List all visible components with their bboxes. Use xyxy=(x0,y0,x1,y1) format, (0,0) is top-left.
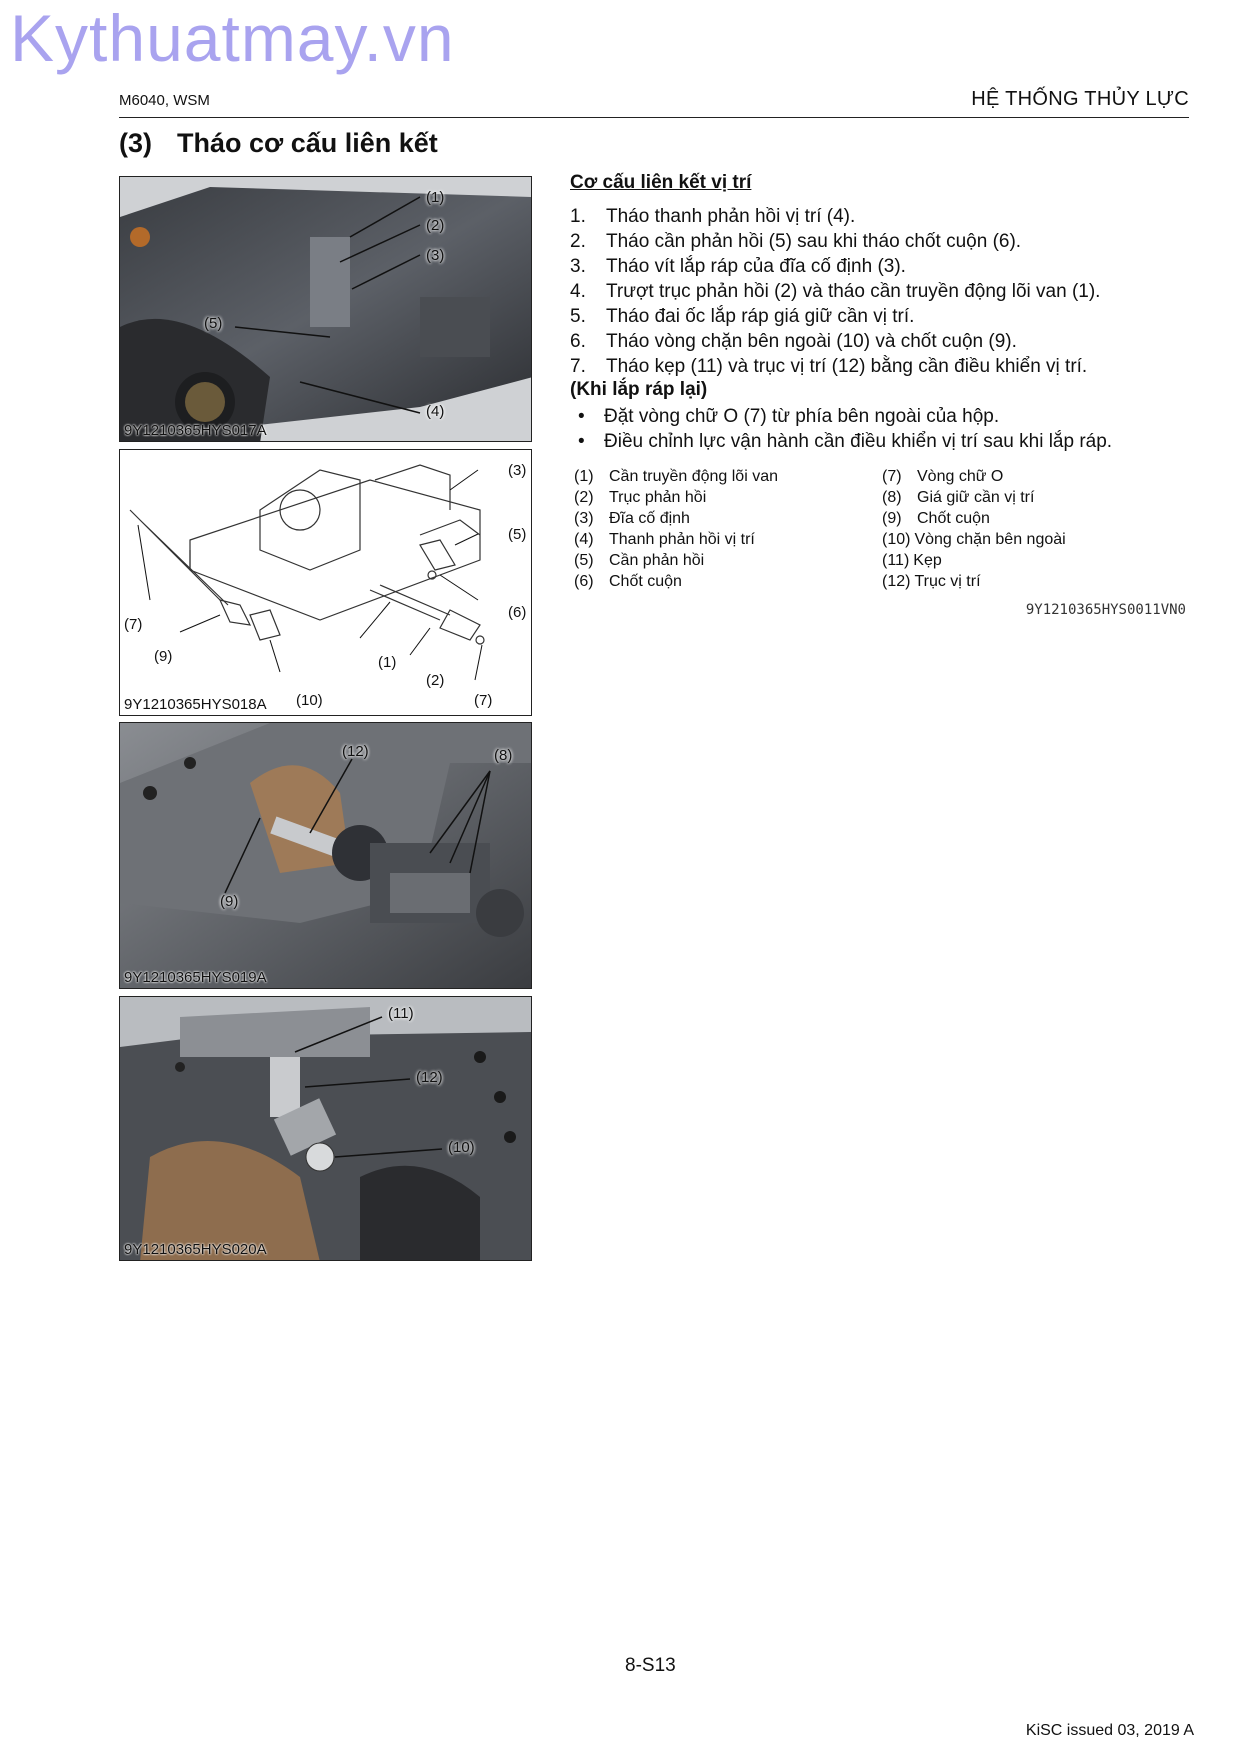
figure-4-code: 9Y1210365HYS020A xyxy=(124,1241,267,1258)
procedure-step: 6. Tháo vòng chặn bên ngoài (10) và chốt cuộn (9). xyxy=(570,331,1017,352)
callout-7-left: (7) xyxy=(124,616,143,633)
callout-12: (12) xyxy=(416,1069,443,1086)
figure-1-photo xyxy=(119,176,532,442)
callout-10: (10) xyxy=(296,692,323,709)
legend-item: (5) Cần phản hồi xyxy=(574,552,705,569)
figure-1-image xyxy=(120,177,532,442)
callout-6: (6) xyxy=(508,604,527,621)
legend-item: (11) Kẹp xyxy=(882,552,942,569)
procedure-step: 7. Tháo kẹp (11) và trục vị trí (12) bằng cần điều khiển vị trí. xyxy=(570,356,1088,377)
callout-1: (1) xyxy=(378,654,397,671)
callout-12: (12) xyxy=(342,743,369,760)
header-model: M6040, WSM xyxy=(119,92,210,109)
legend-right xyxy=(882,466,1066,592)
bullet-icon: • xyxy=(578,406,585,427)
section-title xyxy=(119,128,438,159)
bullet-icon: • xyxy=(578,431,585,452)
procedure-step: 4. Trượt trục phản hồi (2) và tháo cần truyền động lõi van (1). xyxy=(570,281,1101,302)
callout-5: (5) xyxy=(204,315,223,332)
procedure-steps xyxy=(570,204,1100,379)
legend-item: (7) Vòng chữ O xyxy=(882,468,1004,485)
procedure-step: 5. Tháo đai ốc lắp ráp giá giữ cần vị trí. xyxy=(570,306,915,327)
procedure-title: Cơ cấu liên kết vị trí xyxy=(570,172,752,193)
header-rule xyxy=(119,117,1189,118)
header-chapter: HỆ THỐNG THỦY LỰC xyxy=(971,88,1189,110)
legend-item: (1) Cần truyền động lõi van xyxy=(574,468,778,485)
legend-item: (12) Trục vị trí xyxy=(882,573,981,590)
figure-3-photo xyxy=(119,722,532,989)
legend-item: (2) Trục phản hồi xyxy=(574,489,707,506)
legend-item: (3) Đĩa cố định xyxy=(574,510,690,527)
callout-10: (10) xyxy=(448,1139,475,1156)
figure-4-photo xyxy=(119,996,532,1261)
figure-3-code: 9Y1210365HYS019A xyxy=(124,969,267,986)
callout-11: (11) xyxy=(388,1005,414,1022)
callout-9: (9) xyxy=(220,893,239,910)
reassembly-note: • Đặt vòng chữ O (7) từ phía bên ngoài của hộp. xyxy=(578,406,1000,427)
legend-item: (8) Giá giữ cần vị trí xyxy=(882,489,1035,506)
callout-3: (3) xyxy=(508,462,527,479)
reassembly-notes xyxy=(578,404,1112,454)
legend-item: (10) Vòng chặn bên ngoài xyxy=(882,531,1066,548)
section-title-text: Tháo cơ cấu liên kết xyxy=(177,128,438,158)
figure-1-code: 9Y1210365HYS017A xyxy=(124,422,267,439)
issue-note: KiSC issued 03, 2019 A xyxy=(1025,1722,1194,1739)
reassembly-title: (Khi lắp ráp lại) xyxy=(570,379,708,400)
callout-1: (1) xyxy=(426,189,445,206)
page-number: 8-S13 xyxy=(625,1655,676,1676)
figure-2-image xyxy=(120,450,532,716)
procedure-step: 2. Tháo cần phản hồi (5) sau khi tháo chốt cuộn (6). xyxy=(570,231,1022,252)
procedure-step: 1. Tháo thanh phản hồi vị trí (4). xyxy=(570,206,856,227)
legend-item: (4) Thanh phản hồi vị trí xyxy=(574,531,755,548)
figure-2-diagram xyxy=(119,449,532,716)
legend-left xyxy=(574,466,778,592)
callout-5: (5) xyxy=(508,526,527,543)
callout-2: (2) xyxy=(426,672,445,689)
legend-item: (9) Chốt cuộn xyxy=(882,510,990,527)
callout-3: (3) xyxy=(426,247,445,264)
procedure-step: 3. Tháo vít lắp ráp của đĩa cố định (3). xyxy=(570,256,906,277)
figure-3-image xyxy=(120,723,532,989)
callout-2: (2) xyxy=(426,217,445,234)
figure-2-code: 9Y1210365HYS018A xyxy=(124,696,267,713)
reassembly-note: • Điều chỉnh lực vận hành cần điều khiển vị trí sau khi lắp ráp. xyxy=(578,431,1113,452)
callout-7-right: (7) xyxy=(474,692,493,709)
callout-4: (4) xyxy=(426,403,445,420)
callout-8: (8) xyxy=(494,747,513,764)
section-number: (3) xyxy=(119,128,152,158)
callout-9: (9) xyxy=(154,648,173,665)
figure-4-image xyxy=(120,997,532,1261)
legend-item: (6) Chốt cuộn xyxy=(574,573,682,590)
watermark-logo: Kythuatmay.vn xyxy=(10,1,455,75)
document-code: 9Y1210365HYS0011VN0 xyxy=(1025,602,1186,618)
